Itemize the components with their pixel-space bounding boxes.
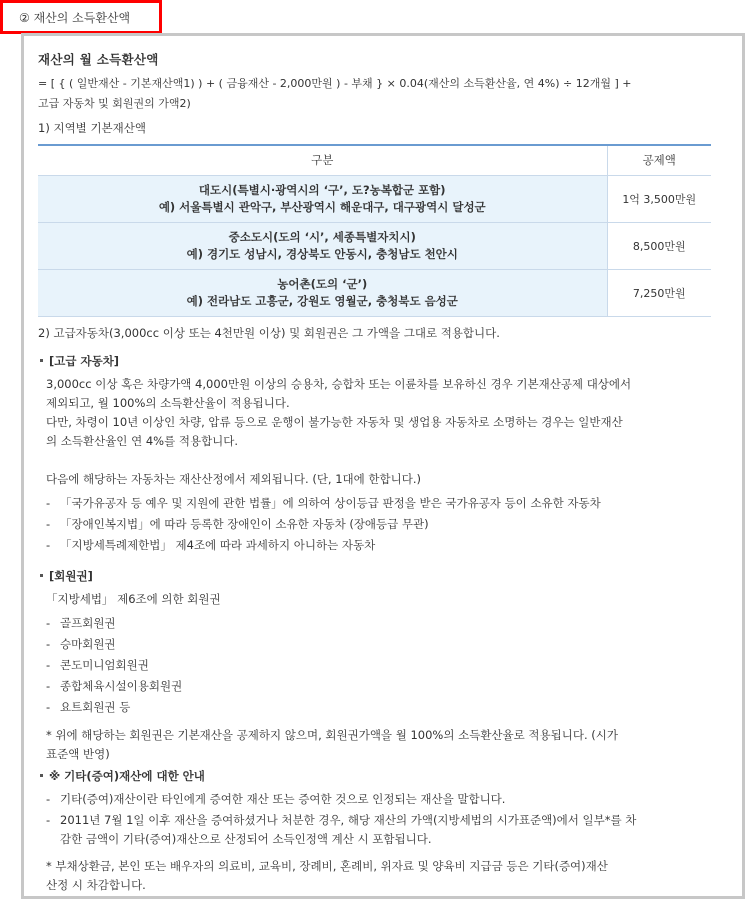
table-header-row [38,145,711,175]
table-row [38,269,711,316]
region-cell [38,269,607,316]
gift-heading [38,768,728,784]
bullet-dot-icon [40,574,43,577]
gift-item-2-line-2: 감한 금액이 기타(증여)재산으로 산정되어 소득인정액 계산 시 포함됩니다. [60,831,432,846]
list-item: - 승마회원권 [46,636,116,651]
table-row [38,222,711,269]
list-item: - 「국가유공자 등 예우 및 지원에 관한 법률」에 의하여 상이등급 판정을 받은 국가유공자 등이 소유한 자동차 [46,495,601,510]
table-header-amount: 공제액 [607,145,711,175]
car-para-2-line-1: 다만, 차령이 10년 이상인 차량, 압류 등으로 운행이 불가능한 자동차 및 생업용 자동차로 소명하는 경우는 일반재산 [46,414,623,429]
section-tab-label: ② 재산의 소득환산액 [19,10,131,25]
deduction-table [38,144,711,317]
car-para-1-line-1: 3,000cc 이상 혹은 차량가액 4,000만원 이상의 승용차, 승합차 또는 이륜차를 보유하신 경우 기본재산공제 대상에서 [46,376,632,391]
gift-note-line-1: * 부채상환금, 본인 또는 배우자의 의료비, 교육비, 장례비, 혼례비, 위자료 및 양육비 지급금 등은 기타(증여)재산 [46,858,608,873]
car-heading [38,353,728,369]
car-para-1-line-2: 제외되고, 월 100%의 소득환산율이 적용됩니다. [46,395,290,410]
region-example: 예) 경기도 성남시, 경상북도 안동시, 충청남도 천안시 [186,246,458,261]
bullet-dot-icon [40,359,43,362]
region-cell [38,175,607,222]
gift-heading-label: ※ 기타(증여)재산에 대한 안내 [49,768,205,783]
membership-heading [38,568,728,584]
list-item: - 종합체육시설이용회원권 [46,678,183,693]
car-exclusion-intro: 다음에 해당하는 자동차는 재산산정에서 제외됩니다. (단, 1대에 한합니다.) [46,471,422,486]
region-example: 예) 전라남도 고흥군, 강원도 영월군, 충청북도 음성군 [186,293,458,308]
car-para-2-line-2: 의 소득환산율인 연 4%를 적용합니다. [46,433,239,448]
formula-line-2: 고급 자동차 및 회원권의 가액2) [38,97,191,110]
membership-law: 「지방세법」 제6조에 의한 회원권 [46,591,221,606]
region-cell [38,222,607,269]
amount-cell: 7,250만원 [607,269,711,316]
gift-note-line-2: 산정 시 차감합니다. [46,877,146,892]
list-item: - 요트회원권 등 [46,699,131,714]
gift-item-1: 기타(증여)재산이란 타인에게 증여한 재산 또는 증여한 것으로 인정되는 재산을 말합니다. [60,791,506,806]
membership-heading-label: [회원권] [49,568,93,583]
region-name: 중소도시(도의 ‘시’, 세종특별자치시) [228,229,416,244]
formula-line-1: = [ { ( 일반재산 - 기본재산액1) ) + ( 금융재산 - 2,000만원 ) - 부채 } × 0.04(재산의 소득환산율, 연 4%) ÷ 12개월 ] + [38,77,632,90]
amount-cell: 1억 3,500만원 [607,175,711,222]
content-panel [21,33,745,899]
section-tab[interactable] [0,0,162,34]
car-heading-label: [고급 자동차] [49,353,120,368]
membership-note-line-2: 표준액 반영) [46,746,110,761]
list-item: - 2011년 7월 1일 이후 재산을 증여하셨거나 처분한 경우, 해당 재산의 가액(지방세법의 시가표준액)에서 일부*를 차 감한 금액이 기타(증여)재산으로 산정되어 소득인정액 계산 시 포함됩니다. [38,811,728,849]
amount-cell: 8,500만원 [607,222,711,269]
membership-note-line-1: * 위에 해당하는 회원권은 기본재산을 공제하지 않으며, 회원권가액을 월 100%의 소득환산율로 적용됩니다. (시가 [46,727,618,742]
section-1-heading: 1) 지역별 기본재산액 [38,121,146,135]
region-example: 예) 서울특별시 관악구, 부산광역시 해운대구, 대구광역시 달성군 [158,199,486,214]
formula-title: 재산의 월 소득환산액 [38,52,159,67]
list-item: - 「지방세특례제한법」 제4조에 따라 과세하지 아니하는 자동차 [46,537,376,552]
table-header-category: 구분 [38,145,607,175]
region-name: 농어촌(도의 ‘군’) [277,276,368,291]
table-row [38,175,711,222]
list-item: - 골프회원권 [46,615,116,630]
region-name: 대도시(특별시·광역시의 ‘구’, 도?농복합군 포함) [198,182,446,197]
bullet-dot-icon [40,774,43,777]
gift-item-2-line-1: 2011년 7월 1일 이후 재산을 증여하셨거나 처분한 경우, 해당 재산의 가액(지방세법의 시가표준액)에서 일부*를 차 [60,812,637,827]
section-2-note: 2) 고급자동차(3,000cc 이상 또는 4천만원 이상) 및 회원권은 그 가액을 그대로 적용합니다. [38,325,500,340]
list-item: - 기타(증여)재산이란 타인에게 증여한 재산 또는 증여한 것으로 인정되는 재산을 말합니다. [38,790,728,809]
list-item: - 콘도미니엄회원권 [46,657,149,672]
list-item: - 「장애인복지법」에 따라 등록한 장애인이 소유한 자동차 (장애등급 무관) [46,516,429,531]
